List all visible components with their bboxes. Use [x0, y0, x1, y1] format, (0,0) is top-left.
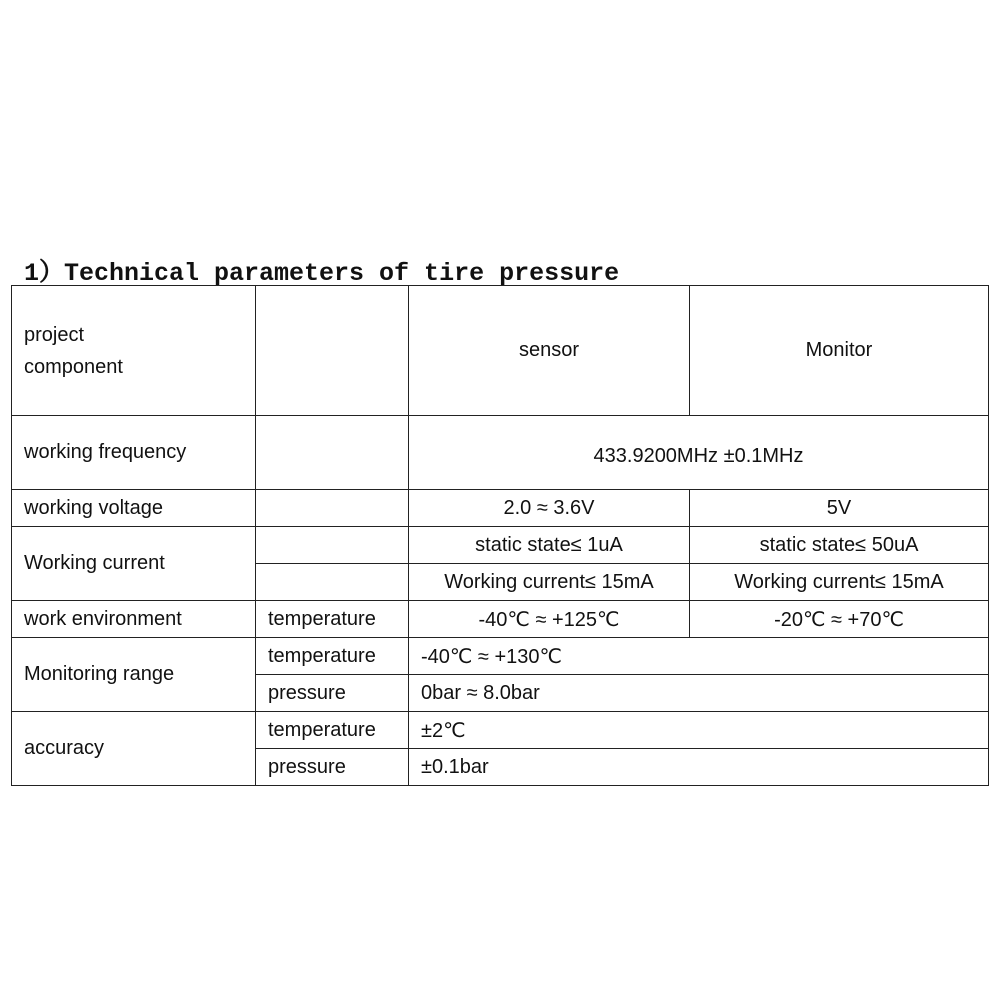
table-row: [12, 638, 989, 675]
frequency-value-cell: 433.9200MHz ±0.1MHz: [409, 416, 989, 490]
empty-cell: [256, 416, 409, 490]
monitoring-temp-sub-cell: temperature: [256, 638, 409, 675]
current-working-monitor-cell: Working current≤ 15mA: [690, 564, 989, 601]
monitoring-pressure-sub-cell: pressure: [256, 675, 409, 712]
current-static-sensor-cell: static state≤ 1uA: [409, 527, 690, 564]
table-row: [12, 527, 989, 564]
empty-cell: [256, 564, 409, 601]
table-row: [12, 712, 989, 749]
monitor-header-cell: Monitor: [690, 286, 989, 416]
accuracy-pressure-sub-cell: pressure: [256, 749, 409, 786]
table-header-row: [12, 286, 989, 416]
empty-cell: [256, 527, 409, 564]
project-header-label: project: [24, 323, 85, 346]
voltage-sensor-cell: 2.0 ≈ 3.6V: [409, 490, 690, 527]
empty-header-cell: [256, 286, 409, 416]
page-title: 1）Technical parameters of tire pressure: [24, 259, 620, 288]
accuracy-pressure-value-cell: ±0.1bar: [409, 749, 989, 786]
current-static-monitor-cell: static state≤ 50uA: [690, 527, 989, 564]
environment-sensor-cell: -40℃ ≈ +125℃: [409, 601, 690, 638]
table-row: [12, 416, 989, 490]
current-working-sensor-cell: Working current≤ 15mA: [409, 564, 690, 601]
empty-cell: [256, 490, 409, 527]
voltage-label-cell: working voltage: [12, 490, 256, 527]
monitoring-pressure-value-cell: 0bar ≈ 8.0bar: [409, 675, 989, 712]
current-label-cell: Working current: [12, 527, 256, 601]
table-row: [12, 490, 989, 527]
accuracy-temp-value-cell: ±2℃: [409, 712, 989, 749]
project-component-header-cell: [12, 286, 256, 416]
monitoring-temp-value-cell: -40℃ ≈ +130℃: [409, 638, 989, 675]
voltage-monitor-cell: 5V: [690, 490, 989, 527]
table-row: [12, 601, 989, 638]
frequency-label-cell: working frequency: [12, 416, 256, 490]
component-header-label: component: [24, 355, 123, 378]
environment-monitor-cell: -20℃ ≈ +70℃: [690, 601, 989, 638]
sensor-header-cell: sensor: [409, 286, 690, 416]
monitoring-label-cell: Monitoring range: [12, 638, 256, 712]
environment-sub-cell: temperature: [256, 601, 409, 638]
tire-pressure-parameters-table: [11, 285, 989, 786]
environment-label-cell: work environment: [12, 601, 256, 638]
accuracy-temp-sub-cell: temperature: [256, 712, 409, 749]
accuracy-label-cell: accuracy: [12, 712, 256, 786]
